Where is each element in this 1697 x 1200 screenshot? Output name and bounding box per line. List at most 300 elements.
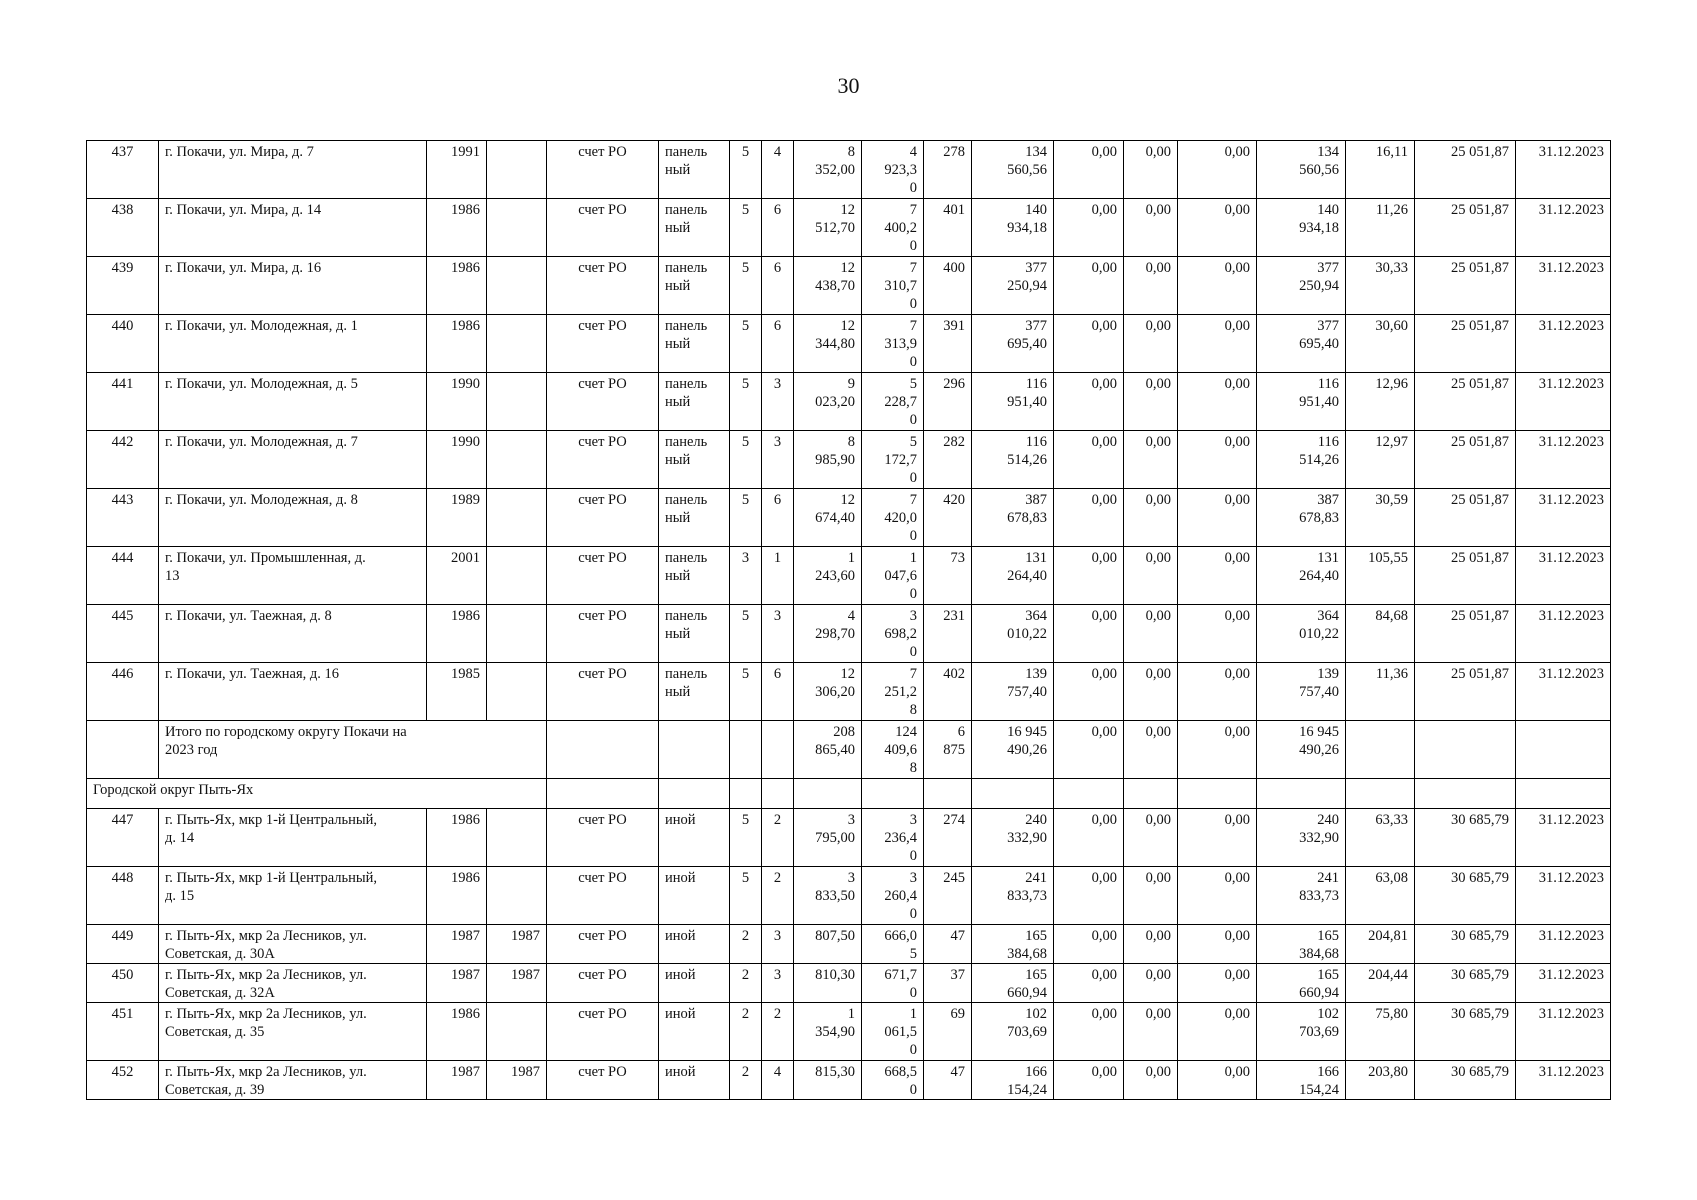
deadline-cell: 31.12.2023 — [1516, 431, 1611, 489]
floors-cell: 5 — [730, 141, 762, 199]
area-living-cell: 5 228,7 0 — [862, 373, 924, 431]
entrances-cell: 4 — [762, 1061, 794, 1100]
cost-total-cell: 387 678,83 — [972, 489, 1054, 547]
year-commissioned-cell — [487, 1003, 547, 1061]
table-row — [87, 489, 1611, 547]
cost-limit-cell: 25 051,87 — [1415, 373, 1516, 431]
year-built-cell: 1986 — [427, 199, 487, 257]
residents-cell: 401 — [924, 199, 972, 257]
wall-material-cell: панель ный — [659, 315, 730, 373]
row-number-cell: 451 — [87, 1003, 159, 1061]
table-row — [87, 431, 1611, 489]
cost-col-2-cell: 0,00 — [1124, 867, 1178, 925]
pyt-yakh-rows — [87, 809, 1611, 1100]
area-total-cell: 12 438,70 — [794, 257, 862, 315]
residents-cell: 47 — [924, 1061, 972, 1100]
address-cell: г. Покачи, ул. Таежная, д. 8 — [159, 605, 427, 663]
floors-cell: 5 — [730, 605, 762, 663]
wall-material-cell: иной — [659, 964, 730, 1003]
cost-col-2-cell: 0,00 — [1124, 431, 1178, 489]
total-c3: 0,00 — [1178, 721, 1257, 779]
cost-limit-cell: 25 051,87 — [1415, 199, 1516, 257]
floors-cell: 2 — [730, 1003, 762, 1061]
residents-cell: 296 — [924, 373, 972, 431]
cost-total-cell: 116 514,26 — [972, 431, 1054, 489]
cost-ro-cell: 377 695,40 — [1257, 315, 1346, 373]
cost-col-1-cell: 0,00 — [1054, 373, 1124, 431]
section-empty-cell — [1178, 779, 1257, 809]
cost-ro-cell: 165 660,94 — [1257, 964, 1346, 1003]
funding-source-cell: счет РО — [547, 489, 659, 547]
page-number: 30 — [837, 73, 860, 98]
cost-col-3-cell: 0,00 — [1178, 257, 1257, 315]
row-number-cell: 450 — [87, 964, 159, 1003]
address-cell: г. Покачи, ул. Молодежная, д. 1 — [159, 315, 427, 373]
wall-material-cell: иной — [659, 867, 730, 925]
cost-ro-cell: 134 560,56 — [1257, 141, 1346, 199]
wall-material-cell: панель ный — [659, 257, 730, 315]
table-row — [87, 1061, 1611, 1100]
row-number-cell: 448 — [87, 867, 159, 925]
total-residents: 6 875 — [924, 721, 972, 779]
address-cell: г. Пыть-Ях, мкр 1-й Центральный, д. 15 — [159, 867, 427, 925]
address-cell: г. Пыть-Ях, мкр 2а Лесников, ул. Советская, д. 30А — [159, 925, 427, 964]
cost-col-3-cell: 0,00 — [1178, 141, 1257, 199]
cost-limit-cell: 25 051,87 — [1415, 663, 1516, 721]
residents-cell: 282 — [924, 431, 972, 489]
cost-total-cell: 377 250,94 — [972, 257, 1054, 315]
section-title: Городской округ Пыть-Ях — [87, 779, 547, 809]
year-built-cell: 1986 — [427, 809, 487, 867]
unit-cost-cell: 12,97 — [1346, 431, 1415, 489]
year-commissioned-cell — [487, 141, 547, 199]
year-commissioned-cell — [487, 605, 547, 663]
section-empty-cell — [547, 779, 659, 809]
year-commissioned-cell: 1987 — [487, 925, 547, 964]
floors-cell: 5 — [730, 431, 762, 489]
cost-total-cell: 165 660,94 — [972, 964, 1054, 1003]
total-c1: 0,00 — [1054, 721, 1124, 779]
cost-limit-cell: 25 051,87 — [1415, 315, 1516, 373]
residents-cell: 278 — [924, 141, 972, 199]
cost-col-2-cell: 0,00 — [1124, 809, 1178, 867]
floors-cell: 5 — [730, 257, 762, 315]
cost-total-cell: 364 010,22 — [972, 605, 1054, 663]
residents-cell: 69 — [924, 1003, 972, 1061]
area-total-cell: 8 985,90 — [794, 431, 862, 489]
pokachi-rows — [87, 141, 1611, 721]
year-commissioned-cell — [487, 547, 547, 605]
total-empty-cell — [762, 721, 794, 779]
row-number-cell: 439 — [87, 257, 159, 315]
area-living-cell: 5 172,7 0 — [862, 431, 924, 489]
cost-col-3-cell: 0,00 — [1178, 663, 1257, 721]
cost-limit-cell: 25 051,87 — [1415, 547, 1516, 605]
table-row — [87, 867, 1611, 925]
year-commissioned-cell: 1987 — [487, 1061, 547, 1100]
year-commissioned-cell — [487, 431, 547, 489]
cost-total-cell: 116 951,40 — [972, 373, 1054, 431]
row-number-cell: 444 — [87, 547, 159, 605]
entrances-cell: 3 — [762, 431, 794, 489]
total-empty-cell — [547, 721, 659, 779]
year-commissioned-cell — [487, 489, 547, 547]
year-commissioned-cell — [487, 809, 547, 867]
entrances-cell: 3 — [762, 925, 794, 964]
funding-source-cell: счет РО — [547, 809, 659, 867]
total-row — [87, 721, 1611, 779]
table-row — [87, 373, 1611, 431]
section-empty-cell — [1415, 779, 1516, 809]
year-commissioned-cell — [487, 373, 547, 431]
floors-cell: 2 — [730, 925, 762, 964]
unit-cost-cell: 63,08 — [1346, 867, 1415, 925]
total-label: Итого по городскому округу Покачи на 2023 год — [159, 721, 547, 779]
address-cell: г. Покачи, ул. Мира, д. 14 — [159, 199, 427, 257]
section-empty-cell — [862, 779, 924, 809]
cost-col-2-cell: 0,00 — [1124, 489, 1178, 547]
deadline-cell: 31.12.2023 — [1516, 489, 1611, 547]
entrances-cell: 6 — [762, 315, 794, 373]
cost-limit-cell: 25 051,87 — [1415, 141, 1516, 199]
deadline-cell: 31.12.2023 — [1516, 141, 1611, 199]
funding-source-cell: счет РО — [547, 663, 659, 721]
year-built-cell: 1986 — [427, 257, 487, 315]
cost-ro-cell: 387 678,83 — [1257, 489, 1346, 547]
residents-cell: 391 — [924, 315, 972, 373]
area-total-cell: 8 352,00 — [794, 141, 862, 199]
wall-material-cell: панель ный — [659, 373, 730, 431]
funding-source-cell: счет РО — [547, 925, 659, 964]
address-cell: г. Покачи, ул. Таежная, д. 16 — [159, 663, 427, 721]
residents-cell: 420 — [924, 489, 972, 547]
total-area-living: 124 409,6 8 — [862, 721, 924, 779]
year-commissioned-cell — [487, 257, 547, 315]
year-built-cell: 1985 — [427, 663, 487, 721]
funding-source-cell: счет РО — [547, 141, 659, 199]
cost-col-1-cell: 0,00 — [1054, 964, 1124, 1003]
cost-ro-cell: 102 703,69 — [1257, 1003, 1346, 1061]
wall-material-cell: иной — [659, 1003, 730, 1061]
cost-col-1-cell: 0,00 — [1054, 431, 1124, 489]
cost-total-cell: 165 384,68 — [972, 925, 1054, 964]
section-empty-cell — [1516, 779, 1611, 809]
unit-cost-cell: 203,80 — [1346, 1061, 1415, 1100]
cost-col-2-cell: 0,00 — [1124, 663, 1178, 721]
wall-material-cell: панель ный — [659, 199, 730, 257]
area-living-cell: 668,5 0 — [862, 1061, 924, 1100]
address-cell: г. Пыть-Ях, мкр 2а Лесников, ул. Советская, д. 32А — [159, 964, 427, 1003]
area-total-cell: 815,30 — [794, 1061, 862, 1100]
cost-total-cell: 102 703,69 — [972, 1003, 1054, 1061]
cost-col-2-cell: 0,00 — [1124, 605, 1178, 663]
entrances-cell: 3 — [762, 964, 794, 1003]
area-living-cell: 3 260,4 0 — [862, 867, 924, 925]
cost-limit-cell: 30 685,79 — [1415, 964, 1516, 1003]
unit-cost-cell: 11,26 — [1346, 199, 1415, 257]
entrances-cell: 1 — [762, 547, 794, 605]
section-empty-cell — [972, 779, 1054, 809]
cost-ro-cell: 116 514,26 — [1257, 431, 1346, 489]
table-row — [87, 315, 1611, 373]
cost-col-3-cell: 0,00 — [1178, 1003, 1257, 1061]
register-table — [86, 140, 1611, 1100]
cost-total-cell: 240 332,90 — [972, 809, 1054, 867]
funding-source-cell: счет РО — [547, 1003, 659, 1061]
row-number-cell: 447 — [87, 809, 159, 867]
cost-ro-cell: 166 154,24 — [1257, 1061, 1346, 1100]
table-row — [87, 141, 1611, 199]
entrances-cell: 2 — [762, 867, 794, 925]
year-built-cell: 1987 — [427, 964, 487, 1003]
row-number-cell: 443 — [87, 489, 159, 547]
cost-col-1-cell: 0,00 — [1054, 605, 1124, 663]
row-number-cell: 442 — [87, 431, 159, 489]
cost-col-3-cell: 0,00 — [1178, 431, 1257, 489]
cost-ro-cell: 241 833,73 — [1257, 867, 1346, 925]
funding-source-cell: счет РО — [547, 605, 659, 663]
year-commissioned-cell — [487, 315, 547, 373]
deadline-cell: 31.12.2023 — [1516, 199, 1611, 257]
total-empty-cell — [1415, 721, 1516, 779]
unit-cost-cell: 30,59 — [1346, 489, 1415, 547]
cost-col-1-cell: 0,00 — [1054, 867, 1124, 925]
area-living-cell: 666,0 5 — [862, 925, 924, 964]
unit-cost-cell: 84,68 — [1346, 605, 1415, 663]
area-total-cell: 12 674,40 — [794, 489, 862, 547]
area-total-cell: 807,50 — [794, 925, 862, 964]
wall-material-cell: иной — [659, 925, 730, 964]
unit-cost-cell: 204,44 — [1346, 964, 1415, 1003]
residents-cell: 231 — [924, 605, 972, 663]
cost-col-3-cell: 0,00 — [1178, 547, 1257, 605]
cost-col-3-cell: 0,00 — [1178, 199, 1257, 257]
cost-col-1-cell: 0,00 — [1054, 141, 1124, 199]
wall-material-cell: панель ный — [659, 605, 730, 663]
total-no-cell — [87, 721, 159, 779]
cost-limit-cell: 30 685,79 — [1415, 925, 1516, 964]
entrances-cell: 6 — [762, 199, 794, 257]
unit-cost-cell: 105,55 — [1346, 547, 1415, 605]
row-number-cell: 438 — [87, 199, 159, 257]
entrances-cell: 2 — [762, 1003, 794, 1061]
area-living-cell: 1 047,6 0 — [862, 547, 924, 605]
cost-ro-cell: 377 250,94 — [1257, 257, 1346, 315]
floors-cell: 5 — [730, 809, 762, 867]
funding-source-cell: счет РО — [547, 373, 659, 431]
section-empty-cell — [1054, 779, 1124, 809]
year-commissioned-cell: 1987 — [487, 964, 547, 1003]
funding-source-cell: счет РО — [547, 867, 659, 925]
unit-cost-cell: 12,96 — [1346, 373, 1415, 431]
address-cell: г. Покачи, ул. Молодежная, д. 5 — [159, 373, 427, 431]
row-number-cell: 445 — [87, 605, 159, 663]
section-empty-cell — [1346, 779, 1415, 809]
area-total-cell: 3 833,50 — [794, 867, 862, 925]
cost-col-3-cell: 0,00 — [1178, 964, 1257, 1003]
cost-col-3-cell: 0,00 — [1178, 373, 1257, 431]
entrances-cell: 4 — [762, 141, 794, 199]
deadline-cell: 31.12.2023 — [1516, 547, 1611, 605]
cost-total-cell: 139 757,40 — [972, 663, 1054, 721]
cost-ro-cell: 240 332,90 — [1257, 809, 1346, 867]
year-built-cell: 1986 — [427, 605, 487, 663]
cost-col-1-cell: 0,00 — [1054, 1003, 1124, 1061]
cost-col-2-cell: 0,00 — [1124, 964, 1178, 1003]
cost-limit-cell: 25 051,87 — [1415, 605, 1516, 663]
section-empty-cell — [659, 779, 730, 809]
floors-cell: 2 — [730, 1061, 762, 1100]
row-number-cell: 452 — [87, 1061, 159, 1100]
entrances-cell: 3 — [762, 373, 794, 431]
area-living-cell: 7 400,2 0 — [862, 199, 924, 257]
cost-col-1-cell: 0,00 — [1054, 199, 1124, 257]
wall-material-cell: панель ный — [659, 489, 730, 547]
wall-material-cell: панель ный — [659, 547, 730, 605]
row-number-cell: 446 — [87, 663, 159, 721]
cost-limit-cell: 25 051,87 — [1415, 257, 1516, 315]
funding-source-cell: счет РО — [547, 964, 659, 1003]
area-total-cell: 9 023,20 — [794, 373, 862, 431]
year-built-cell: 1987 — [427, 1061, 487, 1100]
wall-material-cell: иной — [659, 1061, 730, 1100]
year-built-cell: 1986 — [427, 867, 487, 925]
cost-col-1-cell: 0,00 — [1054, 925, 1124, 964]
year-built-cell: 1986 — [427, 1003, 487, 1061]
cost-col-1-cell: 0,00 — [1054, 809, 1124, 867]
cost-col-3-cell: 0,00 — [1178, 1061, 1257, 1100]
deadline-cell: 31.12.2023 — [1516, 373, 1611, 431]
cost-ro-cell: 165 384,68 — [1257, 925, 1346, 964]
table-row — [87, 257, 1611, 315]
address-cell: г. Пыть-Ях, мкр 2а Лесников, ул. Советская, д. 35 — [159, 1003, 427, 1061]
floors-cell: 2 — [730, 964, 762, 1003]
address-cell: г. Пыть-Ях, мкр 1-й Центральный, д. 14 — [159, 809, 427, 867]
cost-col-1-cell: 0,00 — [1054, 489, 1124, 547]
area-total-cell: 1 243,60 — [794, 547, 862, 605]
funding-source-cell: счет РО — [547, 547, 659, 605]
unit-cost-cell: 16,11 — [1346, 141, 1415, 199]
year-built-cell: 2001 — [427, 547, 487, 605]
area-total-cell: 4 298,70 — [794, 605, 862, 663]
year-built-cell: 1989 — [427, 489, 487, 547]
cost-limit-cell: 30 685,79 — [1415, 809, 1516, 867]
area-living-cell: 3 236,4 0 — [862, 809, 924, 867]
cost-col-1-cell: 0,00 — [1054, 315, 1124, 373]
area-living-cell: 7 310,7 0 — [862, 257, 924, 315]
cost-col-2-cell: 0,00 — [1124, 1003, 1178, 1061]
area-total-cell: 12 512,70 — [794, 199, 862, 257]
wall-material-cell: панель ный — [659, 141, 730, 199]
cost-col-2-cell: 0,00 — [1124, 925, 1178, 964]
deadline-cell: 31.12.2023 — [1516, 1061, 1611, 1100]
cost-col-3-cell: 0,00 — [1178, 489, 1257, 547]
table-row — [87, 925, 1611, 964]
deadline-cell: 31.12.2023 — [1516, 867, 1611, 925]
cost-col-1-cell: 0,00 — [1054, 257, 1124, 315]
wall-material-cell: панель ный — [659, 663, 730, 721]
year-built-cell: 1990 — [427, 373, 487, 431]
row-number-cell: 441 — [87, 373, 159, 431]
section-empty-cell — [924, 779, 972, 809]
wall-material-cell: панель ный — [659, 431, 730, 489]
area-living-cell: 3 698,2 0 — [862, 605, 924, 663]
funding-source-cell: счет РО — [547, 1061, 659, 1100]
year-built-cell: 1987 — [427, 925, 487, 964]
wall-material-cell: иной — [659, 809, 730, 867]
floors-cell: 3 — [730, 547, 762, 605]
address-cell: г. Покачи, ул. Мира, д. 16 — [159, 257, 427, 315]
table-row — [87, 964, 1611, 1003]
unit-cost-cell: 30,60 — [1346, 315, 1415, 373]
area-living-cell: 1 061,5 0 — [862, 1003, 924, 1061]
cost-col-2-cell: 0,00 — [1124, 141, 1178, 199]
section-empty-cell — [762, 779, 794, 809]
floors-cell: 5 — [730, 867, 762, 925]
area-total-cell: 810,30 — [794, 964, 862, 1003]
unit-cost-cell: 204,81 — [1346, 925, 1415, 964]
total-empty-cell — [1346, 721, 1415, 779]
table-row — [87, 663, 1611, 721]
entrances-cell: 6 — [762, 663, 794, 721]
cost-limit-cell: 30 685,79 — [1415, 867, 1516, 925]
year-built-cell: 1990 — [427, 431, 487, 489]
area-living-cell: 671,7 0 — [862, 964, 924, 1003]
cost-col-2-cell: 0,00 — [1124, 315, 1178, 373]
deadline-cell: 31.12.2023 — [1516, 925, 1611, 964]
entrances-cell: 6 — [762, 489, 794, 547]
cost-col-3-cell: 0,00 — [1178, 809, 1257, 867]
year-built-cell: 1986 — [427, 315, 487, 373]
cost-col-2-cell: 0,00 — [1124, 257, 1178, 315]
deadline-cell: 31.12.2023 — [1516, 1003, 1611, 1061]
cost-col-2-cell: 0,00 — [1124, 373, 1178, 431]
total-cost-ro: 16 945 490,26 — [1257, 721, 1346, 779]
total-empty-cell — [730, 721, 762, 779]
cost-total-cell: 140 934,18 — [972, 199, 1054, 257]
area-total-cell: 12 344,80 — [794, 315, 862, 373]
deadline-cell: 31.12.2023 — [1516, 257, 1611, 315]
cost-col-3-cell: 0,00 — [1178, 867, 1257, 925]
section-empty-cell — [1124, 779, 1178, 809]
floors-cell: 5 — [730, 373, 762, 431]
address-cell: г. Покачи, ул. Молодежная, д. 7 — [159, 431, 427, 489]
residents-cell: 402 — [924, 663, 972, 721]
deadline-cell: 31.12.2023 — [1516, 663, 1611, 721]
floors-cell: 5 — [730, 199, 762, 257]
row-number-cell: 449 — [87, 925, 159, 964]
cost-col-3-cell: 0,00 — [1178, 315, 1257, 373]
table-row — [87, 809, 1611, 867]
cost-total-cell: 166 154,24 — [972, 1061, 1054, 1100]
entrances-cell: 3 — [762, 605, 794, 663]
cost-total-cell: 241 833,73 — [972, 867, 1054, 925]
year-commissioned-cell — [487, 199, 547, 257]
funding-source-cell: счет РО — [547, 257, 659, 315]
cost-total-cell: 131 264,40 — [972, 547, 1054, 605]
deadline-cell: 31.12.2023 — [1516, 809, 1611, 867]
section-empty-cell — [1257, 779, 1346, 809]
cost-ro-cell: 131 264,40 — [1257, 547, 1346, 605]
floors-cell: 5 — [730, 315, 762, 373]
cost-col-2-cell: 0,00 — [1124, 199, 1178, 257]
area-living-cell: 7 313,9 0 — [862, 315, 924, 373]
entrances-cell: 6 — [762, 257, 794, 315]
section-empty-cell — [794, 779, 862, 809]
area-living-cell: 7 420,0 0 — [862, 489, 924, 547]
total-empty-cell — [659, 721, 730, 779]
residents-cell: 400 — [924, 257, 972, 315]
